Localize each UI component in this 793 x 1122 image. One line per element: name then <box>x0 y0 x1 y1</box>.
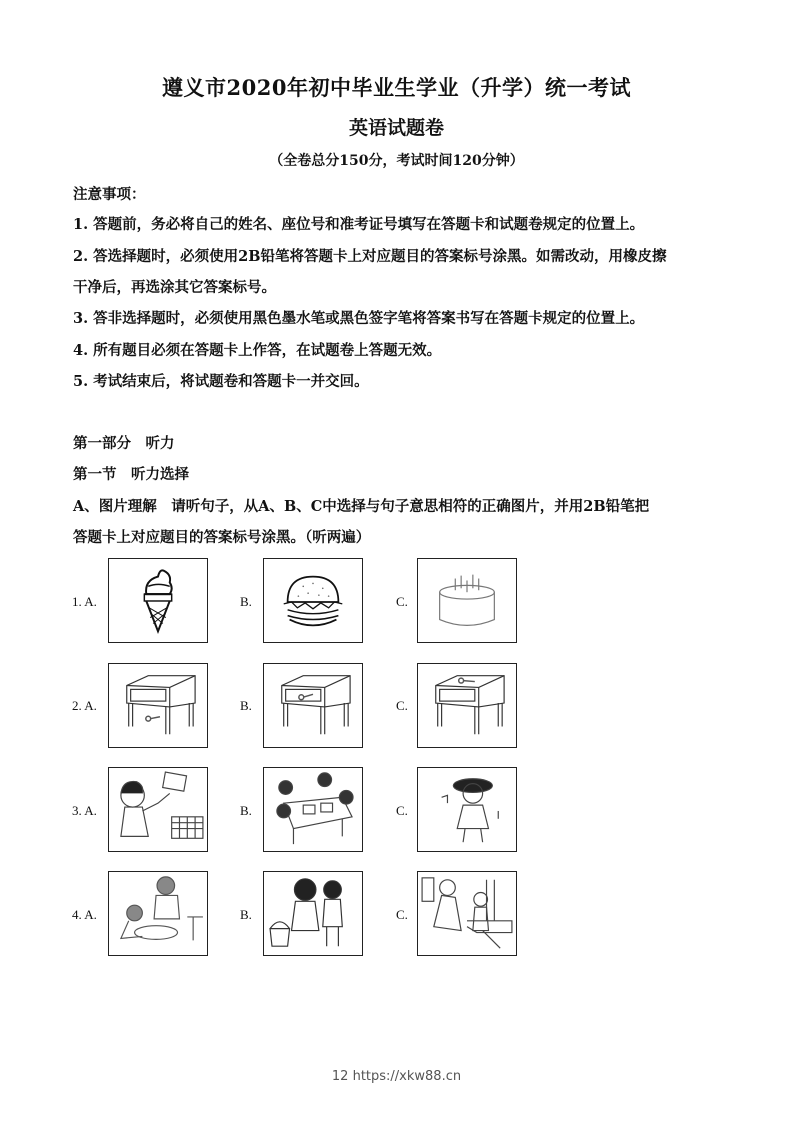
q2-option-a-image[interactable] <box>108 663 208 748</box>
children-at-table-icon <box>264 768 362 851</box>
notice-heading: 注意事项： <box>73 186 146 203</box>
ice-cream-icon <box>109 559 207 642</box>
notice-item-4: 4. 所有题目必须在答题卡上作答，在试题卷上答题无效。 <box>73 342 442 359</box>
q2-label-c: C. <box>396 698 408 713</box>
q4-label-a: 4. A. <box>72 907 97 922</box>
q3-option-b-image[interactable] <box>263 767 363 852</box>
boy-washing-feet-icon <box>109 872 207 955</box>
q2-option-c-image[interactable] <box>417 663 517 748</box>
subsection-heading: 第一节 听力选择 <box>73 466 189 483</box>
girl-listening-music-icon <box>418 768 516 851</box>
q3-option-c-image[interactable] <box>417 767 517 852</box>
q2-label-a: 2. A. <box>72 698 97 713</box>
part-heading: 第一部分 听力 <box>73 435 175 452</box>
exam-subtitle: 英语试题卷 <box>348 117 444 139</box>
instruction-line-1: A、图片理解 请听句子，从A、B、C中选择与句子意思相符的正确图片，并用2B铅笔把 <box>73 498 650 515</box>
birthday-cake-icon <box>418 559 516 642</box>
q4-option-c-image[interactable] <box>417 871 517 956</box>
q1-label-a: 1. A. <box>72 594 97 609</box>
table-keys-on-top-icon <box>418 664 516 747</box>
exam-title: 遵义市2020年初中毕业生学业（升学）统一考试 <box>162 75 631 100</box>
notice-item-2-continued: 干净后，再选涂其它答案标号。 <box>73 279 276 296</box>
q1-label-c: C. <box>396 594 408 609</box>
q3-option-a-image[interactable] <box>108 767 208 852</box>
instruction-line-2: 答题卡上对应题目的答案标号涂黑。（听两遍） <box>73 529 371 546</box>
mother-girl-cleaning-icon <box>418 872 516 955</box>
q4-label-b: B. <box>240 907 252 922</box>
notice-item-5: 5. 考试结束后，将试题卷和答题卡一并交回。 <box>73 373 369 390</box>
q1-option-b-image[interactable] <box>263 558 363 643</box>
exam-score-time-note: （全卷总分150分，考试时间120分钟） <box>269 153 524 169</box>
q4-option-b-image[interactable] <box>263 871 363 956</box>
table-keys-under-icon <box>109 664 207 747</box>
hamburger-icon <box>264 559 362 642</box>
q1-option-a-image[interactable] <box>108 558 208 643</box>
table-keys-in-shelf-icon <box>264 664 362 747</box>
notice-item-1: 1. 答题前，务必将自己的姓名、座位号和准考证号填写在答题卡和试题卷规定的位置上。 <box>73 216 645 233</box>
q3-label-a: 3. A. <box>72 803 97 818</box>
page-footer: 12 https://xkw88.cn <box>331 1069 462 1084</box>
q1-label-b: B. <box>240 594 252 609</box>
notice-item-3: 3. 答非选择题时，必须使用黑色墨水笔或黑色签字笔将答案书写在答题卡规定的位置上。 <box>73 310 645 327</box>
q4-option-a-image[interactable] <box>108 871 208 956</box>
q2-option-b-image[interactable] <box>263 663 363 748</box>
woman-and-boy-with-basket-icon <box>264 872 362 955</box>
girl-with-drawings-icon <box>109 768 207 851</box>
q4-label-c: C. <box>396 907 408 922</box>
notice-item-2: 2. 答选择题时，必须使用2B铅笔将答题卡上对应题目的答案标号涂黑。如需改动，用橡皮擦 <box>73 248 667 265</box>
q3-label-b: B. <box>240 803 252 818</box>
q3-label-c: C. <box>396 803 408 818</box>
q2-label-b: B. <box>240 698 252 713</box>
q1-option-c-image[interactable] <box>417 558 517 643</box>
